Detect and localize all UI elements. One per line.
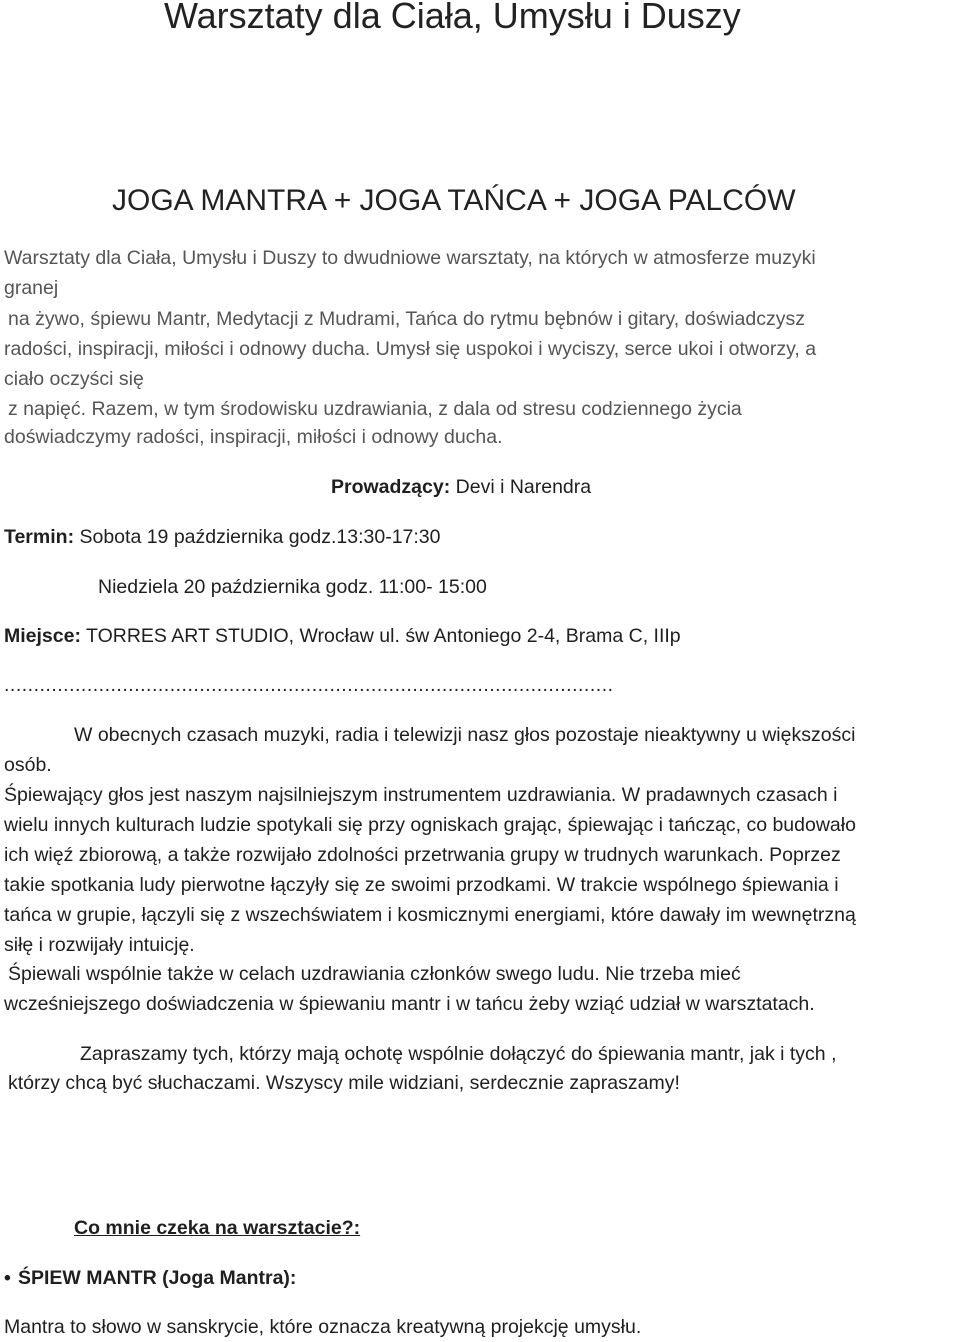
invite-line: Zapraszamy tych, którzy mają ochotę wspólnie dołączyć do śpiewania mantr, jak i tych , — [80, 1043, 837, 1065]
section-heading: Co mnie czeka na warsztacie?: — [74, 1217, 361, 1239]
term-label: Termin: — [4, 526, 75, 548]
place-line — [4, 621, 681, 651]
hosts-line — [331, 472, 591, 502]
intro-line: granej — [4, 277, 59, 299]
page-subtitle: JOGA MANTRA + JOGA TAŃCA + JOGA PALCÓW — [112, 184, 796, 217]
bullet-item-label: ŚPIEW MANTR (Joga Mantra): — [18, 1267, 297, 1289]
hosts-value: Devi i Narendra — [455, 476, 592, 498]
mantra-text: Mantra to słowo w sanskrycie, które oznacza kreatywną projekcję umysłu. — [4, 1316, 642, 1338]
bullet-item — [4, 1263, 296, 1293]
intro-line: z napięć. Razem, w tym środowisku uzdrawiania, z dala od stresu codziennego życia — [8, 398, 742, 420]
place-value: TORRES ART STUDIO, Wrocław ul. św Antoniego 2-4, Brama C, IIIp — [86, 625, 681, 647]
invite-line: którzy chcą być słuchaczami. Wszyscy mile widziani, serdecznie zapraszamy! — [8, 1072, 680, 1094]
term-day1: Sobota 19 października godz.13:30-17:30 — [79, 526, 441, 548]
place-label: Miejsce: — [4, 625, 81, 647]
body-line: ich więź zbiorową, a także rozwijało zdolności przetrwania grupy w trudnych warunkach. Poprzez — [4, 844, 841, 866]
intro-line: ciało oczyści się — [4, 368, 144, 390]
body-line: tańca w grupie, łączyli się z wszechświatem i kosmicznymi energiami, które dawały im wewnętrzną — [4, 904, 856, 926]
term-line — [4, 522, 441, 552]
body-line: W obecnych czasach muzyki, radia i telewizji nasz głos pozostaje nieaktywny u większości — [74, 724, 856, 746]
intro-line: Warsztaty dla Ciała, Umysłu i Duszy to dwudniowe warsztaty, na których w atmosferze muzyki — [4, 247, 816, 269]
bullet-icon: • — [4, 1267, 11, 1289]
body-line: Śpiewający głos jest naszym najsilniejszym instrumentem uzdrawiania. W pradawnych czasach i — [4, 784, 838, 806]
body-line: siłę i rozwijały intuicję. — [4, 934, 195, 956]
separator-dots: ....................................................................................................... — [4, 674, 614, 696]
body-line: takie spotkania ludy pierwotne łączyły się ze swoimi przodkami. W trakcie wspólnego śpiewania i — [4, 874, 839, 896]
body-line: osób. — [4, 754, 52, 776]
hosts-label: Prowadzący: — [331, 476, 451, 498]
page-title: Warsztaty dla Ciała, Umysłu i Duszy — [164, 0, 741, 36]
intro-line: radości, inspiracji, miłości i odnowy ducha. Umysł się uspokoi i wyciszy, serce ukoi i otworzy, a — [4, 338, 817, 360]
body-line: wcześniejszego doświadczenia w śpiewaniu mantr i w tańcu żeby wziąć udział w warsztatach. — [4, 993, 815, 1015]
term-day2: Niedziela 20 października godz. 11:00- 15:00 — [98, 576, 487, 598]
body-line: wielu innych kulturach ludzie spotykali się przy ogniskach grając, śpiewając i tańcząc, co budowało — [4, 814, 856, 836]
body-line: Śpiewali wspólnie także w celach uzdrawiania członków swego ludu. Nie trzeba mieć — [8, 963, 741, 985]
intro-line: na żywo, śpiewu Mantr, Medytacji z Mudrami, Tańca do rytmu bębnów i gitary, doświadczysz — [8, 308, 805, 330]
intro-line: doświadczymy radości, inspiracji, miłości i odnowy ducha. — [4, 426, 503, 448]
